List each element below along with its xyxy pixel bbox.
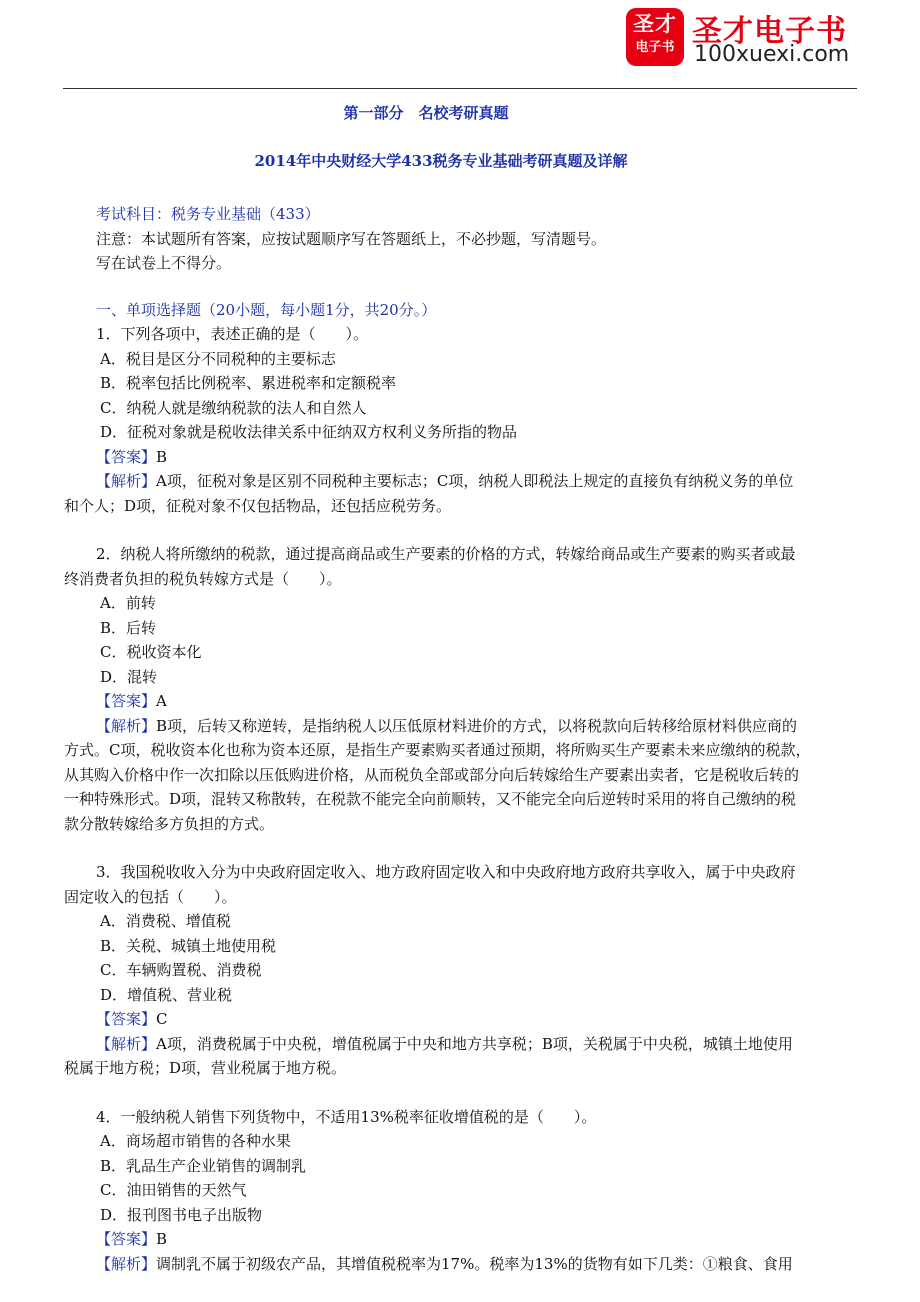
analysis-text: A项，消费税属于中央税，增值税属于中央和地方共享税；B项，关税属于中央税，城镇土地使用 bbox=[156, 1034, 793, 1053]
option-b: B．税率包括比例税率、累进税率和定额税率 bbox=[100, 374, 397, 392]
exam-subject: 考试科目：税务专业基础（433） bbox=[96, 205, 320, 223]
analysis-text: 一种特殊形式。D项，混转又称散转，在税款不能完全向前顺转，又不能完全向后逆转时采用的将自己缴纳的税 bbox=[64, 790, 797, 808]
answer-tag: 【答案】 bbox=[96, 692, 157, 710]
question-stem: 2．纳税人将所缴纳的税款，通过提高商品或生产要素的价格的方式，转嫁给商品或生产要素的购买者或最 bbox=[96, 545, 796, 563]
option-b: B．后转 bbox=[100, 618, 157, 637]
question-block bbox=[64, 542, 856, 836]
option-a: A．消费税、增值税 bbox=[100, 912, 231, 930]
section-heading: 一、单项选择题（20小题，每小题1分，共20分。） bbox=[96, 300, 437, 319]
question-block bbox=[64, 322, 856, 518]
option-c: C．纳税人就是缴纳税款的法人和自然人 bbox=[100, 398, 367, 417]
question-block bbox=[64, 860, 856, 1081]
question-stem-cont: 终消费者负担的税负转嫁方式是（ ）。 bbox=[64, 569, 342, 588]
analysis-tag: 【解析】 bbox=[96, 1254, 157, 1273]
option-c: C．车辆购置税、消费税 bbox=[100, 961, 262, 979]
option-d: D．增值税、营业税 bbox=[100, 985, 233, 1004]
question-stem: 4．一般纳税人销售下列货物中，不适用13%税率征收增值税的是（ ）。 bbox=[96, 1107, 597, 1126]
analysis-line bbox=[96, 1252, 856, 1277]
analysis-text: 从其购入价格中作一次扣除以压低购进价格，从而税负全部或部分向后转嫁给生产要素出卖者，它是税收后转的 bbox=[64, 765, 800, 784]
notice-line-2: 写在试卷上不得分。 bbox=[96, 254, 232, 272]
analysis-tag: 【解析】 bbox=[96, 716, 157, 735]
answer-line bbox=[96, 689, 856, 714]
question-block bbox=[96, 1105, 856, 1277]
part-title: 第一部分 名校考研真题 bbox=[343, 104, 509, 122]
answer-line bbox=[96, 1007, 856, 1032]
answer-tag: 【答案】 bbox=[96, 1010, 157, 1028]
answer-line bbox=[96, 445, 856, 470]
analysis-text: 方式。C项，税收资本化也称为资本还原，是指生产要素购买者通过预期，将所购买生产要素未来应缴纳的税款， bbox=[64, 741, 811, 759]
brand-url: 100xuexi.com bbox=[694, 42, 850, 67]
option-c: C．油田销售的天然气 bbox=[100, 1181, 247, 1199]
analysis-tag: 【解析】 bbox=[96, 1034, 157, 1053]
analysis-line bbox=[96, 714, 856, 739]
analysis-text: B项，后转又称逆转，是指纳税人以压低原材料进价的方式，以将税款向后转移给原材料供应商的 bbox=[156, 716, 798, 735]
analysis-tag: 【解析】 bbox=[96, 472, 157, 490]
analysis-text: 和个人；D项，征税对象不仅包括物品，还包括应税劳务。 bbox=[64, 496, 452, 515]
logo-line-2: 电子书 bbox=[635, 40, 675, 55]
answer-value: A bbox=[156, 692, 167, 710]
question-stem: 3．我国税收收入分为中央政府固定收入、地方政府固定收入和中央政府地方政府共享收入，属于中央政府 bbox=[96, 863, 796, 881]
question-stem: 1．下列各项中，表述正确的是（ ）。 bbox=[96, 325, 369, 343]
option-d: D．报刊图书电子出版物 bbox=[100, 1205, 263, 1224]
answer-line bbox=[96, 1227, 856, 1252]
analysis-text: A项，征税对象是区别不同税种主要标志；C项，纳税人即税法上规定的直接负有纳税义务的单位 bbox=[156, 472, 794, 490]
option-c: C．税收资本化 bbox=[100, 643, 202, 661]
analysis-text: 款分散转嫁给多方负担的方式。 bbox=[64, 814, 275, 833]
answer-value: B bbox=[156, 447, 168, 466]
header-rule bbox=[63, 88, 857, 89]
logo-line-1: 圣才 bbox=[633, 12, 677, 36]
option-a: A．前转 bbox=[100, 594, 156, 612]
option-a: A．税目是区分不同税种的主要标志 bbox=[100, 349, 336, 368]
brand-logo bbox=[626, 8, 684, 66]
notice-line-1: 注意：本试题所有答案，应按试题顺序写在答题纸上，不必抄题，写清题号。 bbox=[96, 229, 607, 248]
answer-tag: 【答案】 bbox=[96, 1230, 157, 1248]
document-body bbox=[64, 92, 856, 1276]
analysis-line bbox=[96, 1032, 856, 1057]
answer-value: C bbox=[156, 1010, 168, 1028]
option-a: A．商场超市销售的各种水果 bbox=[100, 1132, 291, 1150]
brand-name: 圣才电子书 bbox=[692, 14, 847, 49]
analysis-line bbox=[96, 469, 856, 494]
option-b: B．乳品生产企业销售的调制乳 bbox=[100, 1156, 307, 1175]
exam-title: 2014年中央财经大学433税务专业基础考研真题及详解 bbox=[254, 152, 628, 170]
option-d: D．征税对象就是税收法律关系中征纳双方权利义务所指的物品 bbox=[100, 423, 518, 441]
page-header bbox=[0, 0, 920, 92]
question-stem-cont: 固定收入的包括（ ）。 bbox=[64, 887, 237, 906]
option-d: D．混转 bbox=[100, 667, 158, 686]
analysis-text: 调制乳不属于初级农产品，其增值税税率为17%。税率为13%的货物有如下几类：①粮食、食用 bbox=[156, 1254, 793, 1273]
analysis-text: 税属于地方税；D项，营业税属于地方税。 bbox=[64, 1059, 347, 1077]
answer-tag: 【答案】 bbox=[96, 447, 157, 466]
answer-value: B bbox=[156, 1230, 168, 1248]
option-b: B．关税、城镇土地使用税 bbox=[100, 936, 277, 955]
